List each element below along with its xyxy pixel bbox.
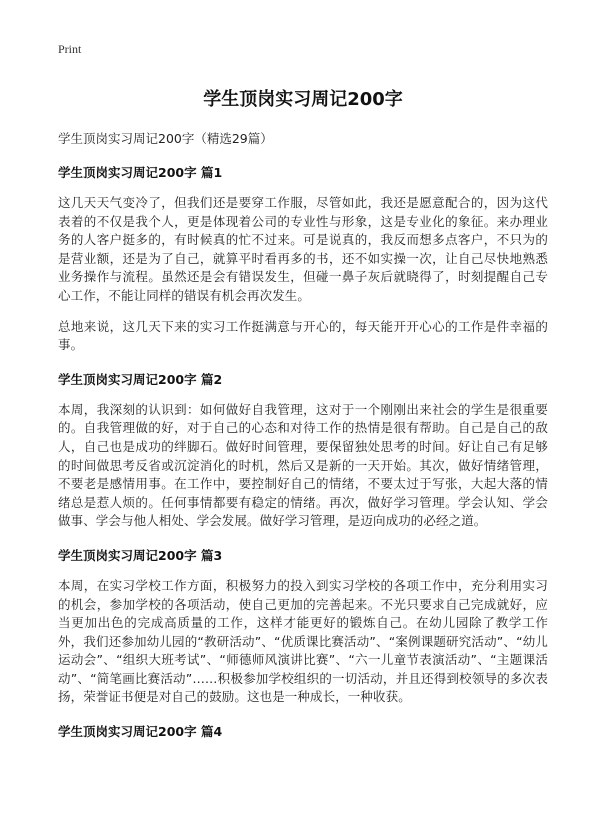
section [58, 371, 548, 531]
section-heading: 学生顶岗实习周记200字 篇2 [58, 371, 223, 387]
document-subtitle: 学生顶岗实习周记200字（精选29篇） [58, 131, 273, 146]
section-heading: 学生顶岗实习周记200字 篇4 [58, 724, 223, 740]
section-heading: 学生顶岗实习周记200字 篇1 [58, 165, 223, 180]
paragraph: 本周，在实习学校工作方面，积极努力的投入到实习学校的各项工作中，充分利用实习的机会，参加学校的各项活动，使自己更加的完善起来。不光只要求自己完成就好，应当更加出色的完成高质量的工作，这样才能更好的锻炼自己。在幼儿园除了教学工作外，我们还参加幼儿园的“教研活动”、“优质课比赛活动”、“案例课题研究活动”、“幼儿运动会”、“组织大班考试”、“师德师风演讲比赛”、“六一儿童节表演活动”、“主题课活动”、“简笔画比赛活动”……积极参加学校组织的一切活动，并且还得到校领导的多次表扬，荣誉证书便是对自己的鼓励。这也是一种成长，一种收获。 [58, 577, 548, 705]
section [58, 723, 548, 741]
print-link[interactable]: Print [58, 42, 82, 56]
paragraph: 总地来说，这几天下来的实习工作挺满意与开心的，每天能开开心心的工作是件幸福的事。 [58, 318, 548, 353]
paragraph: 本周，我深刻的认识到：如何做好自我管理，这对于一个刚刚出来社会的学生是很重要的。自我管理做的好，对于自己的心态和对待工作的热情是很有帮助。自己是自己的敌人，自己也是成功的绊脚石。做好时间管理，要保留独处思考的时间。好让自己有足够的时间做思考反省或沉淀消化的时机，然后又是新的一天开始。其次，做好情绪管理，不要老是感情用事。在工作中，要控制好自己的情绪，不要太过于写张，大起大落的情绪总是惹人烦的。任何事情都要有稳定的情绪。再次，做好学习管理。学会认知、学会做事、学会与他人相处、学会发展。做好学习管理，是迈向成功的必经之道。 [58, 401, 548, 529]
section [58, 164, 548, 355]
page-title: 学生顶岗实习周记200字 [203, 89, 403, 110]
section [58, 547, 548, 707]
section-heading: 学生顶岗实习周记200字 篇3 [58, 547, 223, 563]
paragraph: 这几天天气变冷了，但我们还是要穿工作服，尽管如此，我还是愿意配合的，因为这代表着的不仅是我个人，更是体现着公司的专业性与形象，这是专业化的象征。来办理业务的人客户挺多的，有时候真的忙不过来。可是说真的，我反而想多点客户，不只为的是营业额，还是为了自己，就算平时看再多的书，还不如实操一次，让自己尽快地熟悉业务操作与流程。虽然还是会有错误发生，但碰一鼻子灰后就晓得了，时刻提醒自己专心工作，不能让同样的错误有机会再次发生。 [58, 195, 548, 303]
